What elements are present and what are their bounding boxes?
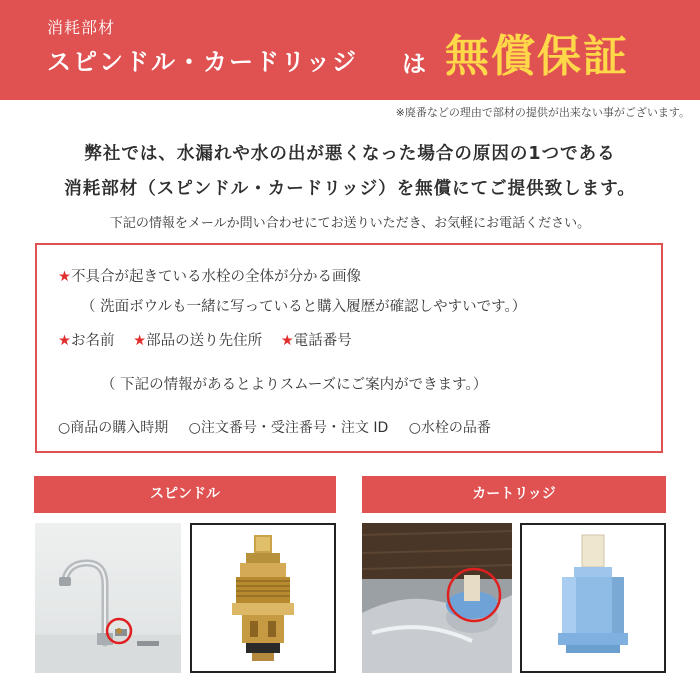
discontinued-note: ※廃番などの理由で部材の提供が出来ない事がございます。 [395,106,690,119]
cartridge-part-illustration [522,525,664,671]
header-parts: スピンドル・カードリッジ [47,48,359,76]
optional-purchase-date: 商品の購入時期 [70,420,169,436]
caption-cartridge: カートリッジ [362,476,666,513]
optional-model-number: 水栓の品番 [420,420,491,436]
circle-icon: ○ [58,420,71,436]
header-banner [0,0,700,100]
spindle-part-photo [190,523,336,673]
header-free-guarantee: 無償保証 [445,31,629,82]
star-icon: ★ [133,333,147,349]
cartridge-part-photo [520,523,666,673]
intro-line-3: 下記の情報をメールか問い合わせにてお送りいただき、お気軽にお電話ください。 [109,216,591,231]
optional-order-number: 注文番号・受注番号・注文 ID [200,420,389,436]
header-category: 消耗部材 [47,18,116,37]
header-particle: は [402,50,426,78]
requirement-phone: 電話番号 [293,333,352,349]
requirement-contact-row [58,329,352,350]
star-icon: ★ [58,333,71,349]
faucet-spindle-photo [35,523,181,673]
requirements-box [35,243,663,453]
optional-info-row [58,417,491,437]
star-icon: ★ [280,333,294,349]
requirement-photo-note: （ 洗面ボウルも一緒に写っていると購入履歴が確認しやすいです。） [81,299,527,315]
requirement-photo [58,265,361,286]
faucet-cartridge-photo [362,523,512,673]
spindle-part-illustration [192,525,334,671]
requirement-address: 部品の送り先住所 [146,333,263,349]
intro-line-1: 弊社では、水漏れや水の出が悪くなった場合の原因の1つである [84,144,616,164]
faucet-cartridge-illustration [362,523,512,673]
circle-icon: ○ [188,420,201,436]
optional-info-note: （ 下記の情報があるとよりスムーズにご案内ができます。） [101,377,488,393]
requirement-name: お名前 [71,333,115,349]
caption-spindle: スピンドル [34,476,336,513]
requirement-photo-text: 不具合が起きている水栓の全体が分かる画像 [71,269,361,285]
intro-line-2: 消耗部材（スピンドル・カードリッジ）を無償にてご提供致します。 [64,179,636,199]
faucet-spindle-illustration [35,523,181,673]
circle-icon: ○ [408,420,421,436]
star-icon: ★ [58,269,71,285]
